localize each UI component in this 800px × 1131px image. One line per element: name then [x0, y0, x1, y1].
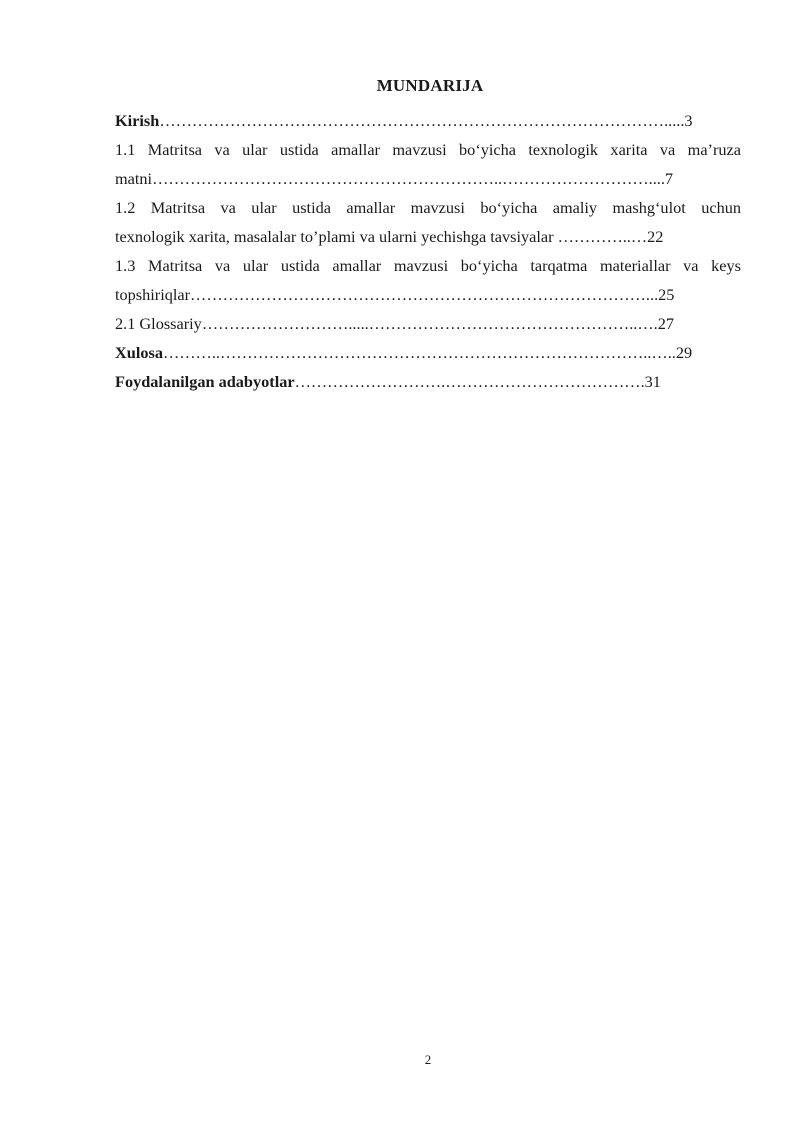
toc-entry-1-3-line1: 1.3 Matritsa va ular ustida amallar mavzusi bo‘yicha tarqatma materiallar va keys — [115, 256, 741, 275]
toc-entry-xulosa: Xulosa………..……………………………………………………………………..…..29 — [115, 343, 693, 362]
toc-entry-adabiyotlar: Foydalanilgan adabyotlar……………………….……………………………….31 — [115, 372, 661, 391]
toc-entry-1-2-line1: 1.2 Matritsa va ular ustida amallar mavzusi bo‘yicha amaliy mashg‘ulot uchun — [115, 198, 741, 217]
table-of-contents — [115, 106, 741, 396]
toc-entry-glossariy: 2.1 Glossariy……………………….....…………………………………………..….27 — [115, 314, 674, 333]
toc-entry-1-1-line2: matni………………………………………………………..………………………....7 — [115, 169, 674, 188]
toc-entry-1-3-line2: topshiriqlar…………………………………………………………………………...25 — [115, 285, 675, 304]
toc-entry-1-2-line2: texnologik xarita, masalalar to’plami va ularni yechishga tavsiyalar …………..…22 — [115, 227, 664, 246]
toc-entry-kirish: Kirish………………………………………………………………………………….....3 — [115, 111, 693, 130]
toc-entry-1-1-line1: 1.1 Matritsa va ular ustida amallar mavzusi bo‘yicha texnologik xarita va ma’ruza — [115, 140, 741, 159]
page-title: MUNDARIJA — [376, 76, 484, 95]
page-number: 2 — [424, 1052, 432, 1067]
